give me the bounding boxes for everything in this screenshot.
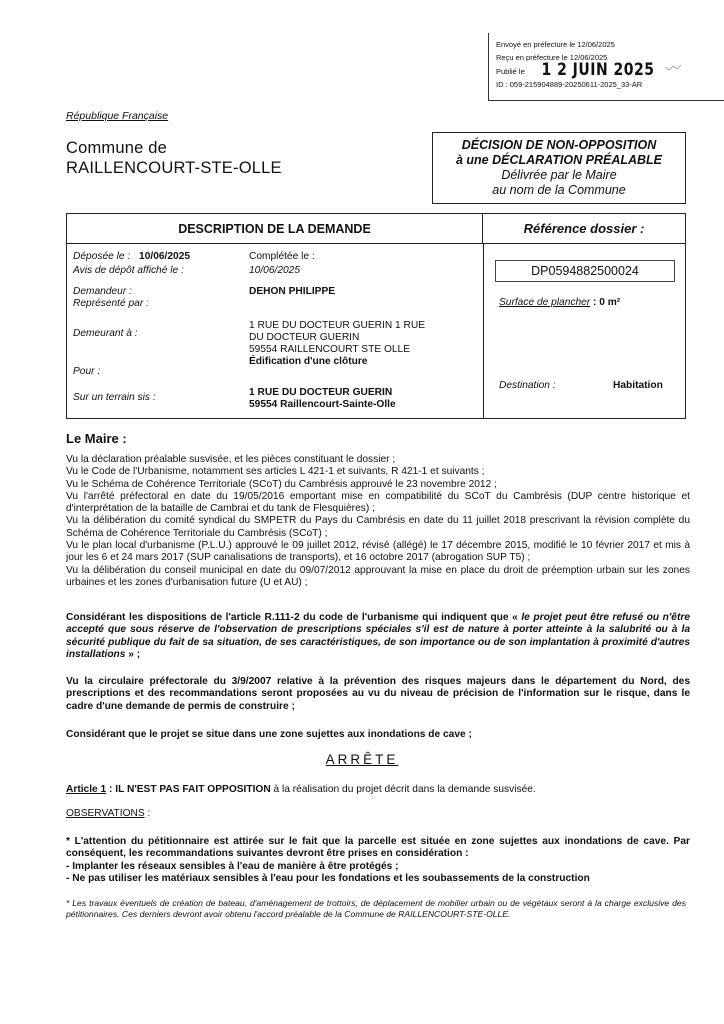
table-divider [483, 244, 484, 418]
reference-value: DP0594882500024 [495, 260, 675, 282]
commune-line2: RAILLENCOURT-STE-OLLE [66, 159, 282, 177]
deposee-value: 10/06/2025 [139, 251, 191, 262]
obs-1: * L'attention du pétitionnaire est attirée sur le fait que la parcelle est située en zone sujettes aux inondations de cave. Par conséquent, les recommandations suivantes devront être prises en considération : [66, 836, 690, 860]
completee-value: 10/06/2025 [249, 265, 300, 276]
decision-name: au nom de la Commune [492, 183, 626, 197]
demande-table [66, 213, 686, 419]
decision-title: DÉCISION DE NON-OPPOSITION [461, 138, 657, 152]
demeurant-label: Demeurant à : [73, 328, 138, 339]
pour-value: Édification d'une clôture [249, 356, 368, 367]
stamp-publie-date: 1 2 JUIN 2025 [541, 60, 655, 80]
vu-5: Vu la délibération du comité syndical du SMPETR du Pays du Cambrésis en date du 11 juillet 2018 prescrivant la révision complète du Schéma de Cohérence Territoriale du Cambrésis (SCoT) ; [66, 515, 690, 539]
stamp-id: ID : 059-215904889-20250611-2025_33-AR [496, 79, 643, 89]
avis-label: Avis de dépôt affiché le : [73, 265, 184, 276]
vu-4: Vu l'arrêté préfectoral en date du 19/05/2016 emportant mise en compatibilité du SCoT du Cambrésis (DUP centre historique et d'interprétation de la bataille de Cambrai et du tank de Flesquières) ; [66, 490, 690, 515]
obs-2: - Implanter les réseaux sensibles à l'eau de manière à être protégés ; [66, 860, 399, 872]
stamp-publie [496, 60, 724, 80]
demandeur-value: DEHON PHILIPPE [249, 286, 336, 297]
demeurant-line3: 59554 RAILLENCOURT STE OLLE [249, 344, 410, 355]
le-maire-heading: Le Maire : [66, 431, 127, 446]
stamp-recu: Reçu en préfecture le 12/06/2025 [496, 52, 608, 62]
surface-label: Surface de plancher [499, 297, 591, 308]
article1-bold: : IL N'EST PAS FAIT OPPOSITION [106, 784, 271, 795]
terrain-line2: 59554 Raillencourt-Sainte-Olle [249, 399, 396, 410]
commune-name [66, 138, 282, 178]
vu-block [66, 454, 690, 589]
vu-3: Vu le Schéma de Cohérence Territoriale (SCoT) du Cambrésis approuvé le 23 novembre 2012 ; [66, 478, 497, 490]
observations-label: OBSERVATIONS [66, 808, 145, 819]
vu-1: Vu la déclaration préalable susvisée, et les pièces constituant le dossier ; [66, 454, 396, 465]
article1-label: Article 1 [66, 784, 107, 795]
stamp-envoye: Envoyé en préfecture le 12/06/2025 [496, 40, 615, 49]
obs-3: - Ne pas utiliser les matériaux sensibles à l'eau pour les fondations et les soubassements de la construction [66, 872, 590, 884]
demeurant-line1: 1 RUE DU DOCTEUR GUERIN 1 RUE [249, 320, 426, 331]
considerant-inondation: Considérant que le projet se situe dans une zone sujettes aux inondations de cave ; [66, 729, 472, 740]
considerant1-quote: le projet peut être refusé ou n'être accepté que sous réserve de l'observation de prescriptions spéciales s'il est de nature à porter atteinte à la salubrité ou à la sécurité publique du fait de sa situation, de ses caractéristiques, de son importance ou de son implantation à proximité d'autres installations [66, 612, 690, 660]
footnote: * Les travaux éventuels de création de bateau, d'aménagement de trottoirs, de déplacement de mobilier urbain ou de végétaux seront à la charge exclusive des pétitionnaires. Ces derniers devront avoir obtenu l'accord préalable de la Commune de RAILLENCOURT-STE-OLLE. [66, 898, 686, 919]
reference-title: Référence dossier : [483, 214, 685, 244]
surface [499, 297, 620, 309]
arrete-heading: ARRÊTE [325, 752, 399, 767]
terrain-value [249, 387, 396, 411]
terrain-line1: 1 RUE DU DOCTEUR GUERIN [249, 387, 393, 398]
decision-box [432, 132, 686, 204]
deposee-label [73, 251, 190, 263]
vu-circulaire: Vu la circulaire préfectorale du 3/9/2007 relative à la prévention des risques majeurs dans le département du Nord, des prescriptions et des recommandations seront proposées au vu du niveau de précision de l'information sur le risque, dans le cadre d'une demande de permis de construire ; [66, 676, 690, 712]
pour-label: Pour : [73, 366, 101, 377]
demandeur-label: Demandeur : [73, 286, 132, 297]
vu-2: Vu le Code de l'Urbanisme, notamment ses articles L 421-1 et suivants, R 421-1 et suivants ; [66, 466, 485, 478]
destination-value: Habitation [613, 380, 663, 391]
vu-6: Vu le plan local d'urbanisme (P.L.U.) approuvé le 09 juillet 2012, révisé (allégé) le 17 décembre 2015, modifié le 10 février 2017 et mis à jour les 6 et 24 mars 2017 (SUP canalisations de transports), et 16 octobre 2017 (abrogation SUP T5) ; [66, 540, 690, 564]
deposee-label-text: Déposée le : [73, 251, 131, 262]
observations-colon: : [144, 808, 151, 819]
republique-francaise: République Française [66, 110, 169, 122]
demeurant-value [249, 320, 425, 356]
considerant1-c: » ; [125, 648, 141, 660]
completee-label: Complétée le : [249, 251, 315, 262]
vu-7: Vu la délibération du conseil municipal en date du 09/07/2012 approuvant la mise en place du droit de préemption urbain sur les zones urbaines et les zones d'urbanisation future (U et AU) ; [66, 564, 690, 588]
observations-heading [66, 808, 690, 820]
article-1 [66, 784, 690, 796]
demeurant-line2: DU DOCTEUR GUERIN [249, 332, 360, 343]
decision-subtitle: à une DÉCLARATION PRÉALABLE [455, 153, 663, 167]
prefecture-stamp [488, 33, 724, 101]
destination-label: Destination : [499, 380, 556, 391]
article1-rest: à la réalisation du projet décrit dans la demande susvisée. [270, 784, 536, 795]
stamp-publie-label: Publié le [496, 67, 525, 76]
decision-delivered: Délivrée par le Maire [501, 168, 617, 182]
considerant-r111-2 [66, 612, 690, 661]
considerant1-a: Considérant les dispositions de l'article R.111-2 du code de l'urbanisme qui indiquent que « [66, 612, 522, 623]
demande-title: DESCRIPTION DE LA DEMANDE [67, 214, 483, 244]
observations-block [66, 836, 690, 885]
terrain-label: Sur un terrain sis : [73, 392, 156, 403]
commune-line1: Commune de [66, 139, 168, 157]
surface-value: : 0 m² [593, 297, 621, 308]
checkmark-icon [664, 64, 682, 72]
represente-label: Représenté par : [73, 298, 149, 309]
